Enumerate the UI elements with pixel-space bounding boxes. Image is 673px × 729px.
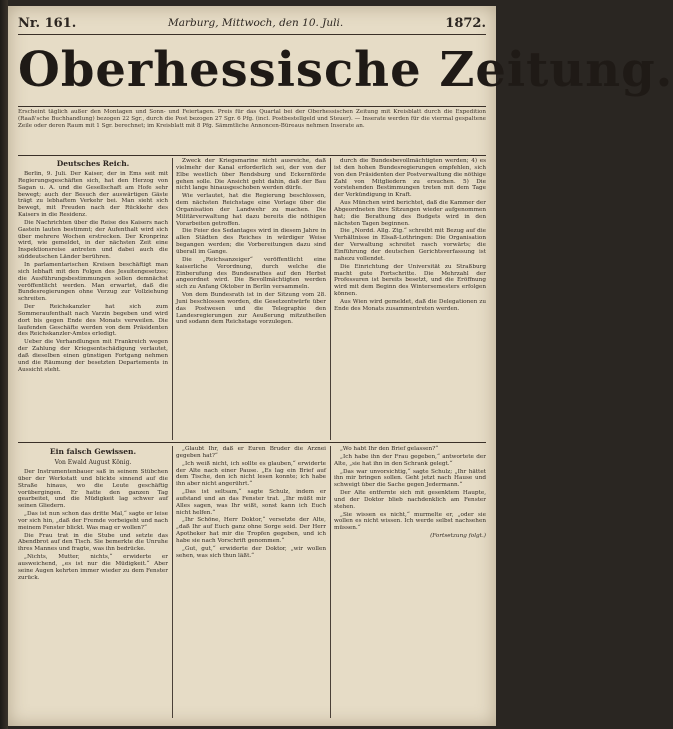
article-paragraph: Berlin, 9. Juli. Der Kaiser, der in Ems seit mit Regierungsgeschäften sich, hat den Herzog von Sagan u. A. und die Gesellschaft am Hofe sehr bewegt; auch der Besuch der auswärtigen Gäste trägt zu lebhaftem Verkehr bei. Man sieht sich bewegt, mit Freuden nach der Rückkehr des Kaisers in die Residenz. <box>18 171 168 219</box>
masthead-rule <box>18 106 486 107</box>
story-paragraph: „Das war unvorsichtig,“ sagte Schulz; „Ihr hättet ihn mir bringen sollen. Geht jetzt nach Hause und schweigt über die Sache gegen Jedermann.“ <box>334 468 486 489</box>
story-paragraph: „Wo habt Ihr den Brief gelassen?“ <box>340 446 439 452</box>
article-paragraph: Ueber die Verhandlungen mit Frankreich wegen der Zahlung der Kriegsentschädigung verlautet, daß dieselben einen günstigen Fortgang nehmen und die Räumung der besetzten Departements in Aussicht steht. <box>18 339 168 373</box>
article-paragraph: durch die Bundesbevollmächtigten werden; 4) es ist den hohen Bundesregierungen empfehlen, sich von den Präsidenten der Postverwaltung die nöthige Zahl von Mitgliedern zu ersuchen. 5) Die vorstehenden Bestimmungen treten mit dem Tage der Verkündigung in Kraft. <box>334 158 486 199</box>
column-left <box>18 158 168 440</box>
article-paragraph: Die „Nordd. Allg. Ztg.“ schreibt mit Bezug auf die Verhältnisse in Elsaß-Lothringen: Die Organisation der Verwaltung schreitet rasch vorwärts; die Einführung der deutschen Gerichtsverfassung ist nahezu vollendet. <box>334 228 486 262</box>
feuilleton-right <box>334 446 486 718</box>
column-divider <box>172 446 173 718</box>
article-paragraph: Die Nachrichten über die Reise des Kaisers nach Gastein lauten bestimmt; der Aufenthalt wird sich über mehrere Wochen erstrecken. Der Kronprinz wird, wie gemeldet, in der nächsten Zeit eine Inspektionsreise antreten und dabei auch die süddeutschen Länder berühren. <box>18 219 168 261</box>
feuilleton-middle <box>176 446 326 718</box>
column-divider <box>330 158 331 440</box>
section-heading: Deutsches Reich. <box>56 159 130 168</box>
note-rule <box>18 155 486 156</box>
issue-year: 1872. <box>445 16 486 31</box>
story-paragraph: Der Instrumentenbauer saß in seinem Stübchen über der Werkstatt und blickte sinnend auf die Straße hinaus, wo die Leute geschäftig vorübergingen. Er hatte den ganzen Tag gearbeitet, und die Müdigkeit lag schwer auf seinen Gliedern. <box>18 469 168 510</box>
story-paragraph: „Ich weiß nicht, ich sollte es glauben,“ erwiderte der Alte nach einer Pause. „Es lag ein Brief auf dem Tische, den ich nicht lesen konnte; ich habe ihn aber nicht angerührt.“ <box>176 460 326 488</box>
article-paragraph: Von dem Bundesrath ist in der Sitzung vom 28. Juni beschlossen worden, die Gesetzentwürfe über das Postwesen und die Telegraphie den Landesregierungen zur Aeußerung mitzutheilen und sodann dem Reichstage vorzulegen. <box>176 292 326 326</box>
story-paragraph: „Das ist nun schon das dritte Mal,“ sagte er leise vor sich hin, „daß der Fremde vorbeigeht und nach meinem Fenster blickt. Was mag er wollen?“ <box>18 511 168 531</box>
issue-number: Nr. 161. <box>18 16 77 31</box>
feuilleton-title: Ein falsch Gewissen. <box>49 447 137 456</box>
article-paragraph: Die Einrichtung der Universität zu Straßburg macht gute Fortschritte. Die Mehrzahl der Professuren ist bereits besetzt, und die Eröffnung wird mit dem Beginn des Wintersemesters erfolgen können. <box>334 263 486 298</box>
article-paragraph: In parlamentarischen Kreisen beschäftigt man sich lebhaft mit den Folgen des Jesuitengesetzes; die Ausführungsbestimmungen sollen demnächst veröffentlicht werden. Man erwartet, daß die Bundesregierungen ohne Verzug zur Vollziehung schreiten. <box>18 261 168 303</box>
page-spine <box>0 0 8 729</box>
column-right <box>334 158 486 440</box>
story-paragraph: „Gut, gut,“ erwiderte der Doktor, „wir wollen sehen, was sich thun läßt.“ <box>176 545 326 559</box>
feuilleton-left <box>18 446 168 718</box>
masthead-title: Oberhessische Zeitung. <box>18 42 673 98</box>
column-divider <box>330 446 331 718</box>
feuilleton-rule <box>18 442 486 443</box>
column-middle <box>176 158 326 440</box>
newspaper-page <box>8 6 673 726</box>
dateline: Marburg, Mittwoch, den 10. Juli. <box>168 17 344 29</box>
feuilleton-byline: Von Ewald August König. <box>54 459 132 466</box>
story-paragraph: „Sie wissen es nicht,“ murmelte er, „oder sie wollen es nicht wissen. Ich werde selbst nachsehen müssen.“ <box>334 511 486 532</box>
header-rule <box>18 34 486 35</box>
article-paragraph: Der Reichskanzler hat sich zum Sommeraufenthalt nach Varzin begeben und wird dort bis gegen Ende des Monats verweilen. Die laufenden Geschäfte werden von dem Präsidenten des Reichskanzler-Amtes erledigt. <box>18 304 168 338</box>
story-paragraph: „Das ist seltsam,“ sagte Schulz, indem er aufstand und an das Fenster trat. „Ihr müßt mir Alles sagen, was Ihr wißt, sonst kann ich Euch nicht helfen.“ <box>176 489 326 516</box>
column-divider <box>172 158 173 440</box>
story-paragraph: Die Frau trat in die Stube und setzte das Abendbrot auf den Tisch. Sie bemerkte die Unruhe ihres Mannes und fragte, was ihn bedrücke. <box>18 532 168 553</box>
continuation-note: (Fortsetzung folgt.) <box>430 533 486 540</box>
publisher-note: Erscheint täglich außer den Montagen und Sonn- und Feiertagen. Preis für das Quartal bei der Oberhessischen Zeitung mit Kreisblatt durch die Expedition (Raaß'sche Buchhandlung) bezogen 22 Sgr., durch die Post bezogen 27 Sgr. 6 Pfg. (incl. Postbestellgeld und Steuer). — Inserate werden für die viermal gespaltene Zeile oder deren Raum mit 1 Sgr. berechnet; im Kreisblatt mit 8 Pfg. Sämmtliche Annoncen-Büreaus nehmen Inserate an. <box>18 109 486 130</box>
article-paragraph: Die „Reichsanzeiger“ veröffentlicht eine kaiserliche Verordnung, durch welche die Einberufung des Bundesrathes auf den Herbst angeordnet wird. Die Bevollmächtigten werden sich zu Anfang Oktober in Berlin versammeln. <box>176 256 326 291</box>
story-paragraph: „Ihr Schöne, Herr Doktor,“ versetzte der Alte, „daß Ihr auf Euch ganz ohne Sorge seid. Der Herr Apotheker hat mir die Tropfen gegeben, und ich habe sie nach Vorschrift genommen.“ <box>176 517 326 544</box>
story-paragraph: „Nichts, Mutter, nichts,“ erwiderte er ausweichend, „es ist nur die Müdigkeit.“ Aber seine Augen kehrten immer wieder zu dem Fenster zurück. <box>18 554 168 581</box>
story-paragraph: „Glaubt Ihr, daß er Euren Bruder die Arznei gegeben hat?“ <box>176 446 326 459</box>
issue-header <box>18 16 486 32</box>
article-paragraph: Zweck der Kriegsmarine nicht ausreiche, daß vielmehr der Kanal erforderlich sei, der von der Elbe westlich über Rendsburg und Eckernförde gehen solle. Die Ansicht geht dahin, daß der Bau nicht lange hinausgeschoben werden dürfe. <box>176 158 326 192</box>
article-paragraph: Aus Wien wird gemeldet, daß die Delegationen zu Ende des Monats zusammentreten werden. <box>334 298 486 312</box>
article-paragraph: Aus München wird berichtet, daß die Kammer der Abgeordneten ihre Sitzungen wieder aufgenommen hat; die Berathung des Budgets wird in den nächsten Tagen beginnen. <box>334 200 486 227</box>
article-paragraph: Wie verlautet, hat die Regierung beschlossen, dem nächsten Reichstage eine Vorlage über die Organisation der Landwehr zu machen. Die Militärverwaltung hat dazu bereits die nöthigen Vorarbeiten getroffen. <box>176 193 326 227</box>
story-paragraph: Der Alte entfernte sich mit gesenktem Haupte, und der Doktor blieb nachdenklich am Fenster stehen. <box>334 490 486 510</box>
story-paragraph: „Ich habe ihn der Frau gegeben,“ antwortete der Alte, „sie hat ihn in den Schrank gelegt.“ <box>334 453 486 467</box>
article-paragraph: Die Feier des Sedantages wird in diesem Jahre in allen Städten des Reiches in würdiger Weise begangen werden; die Vorbereitungen dazu sind überall im Gange. <box>176 228 326 255</box>
